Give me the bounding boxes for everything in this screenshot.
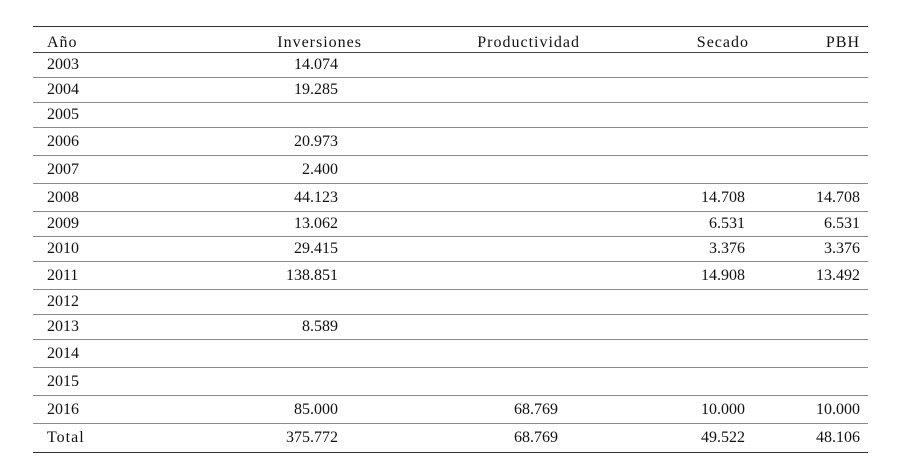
- cell-inversiones: 8.589: [153, 315, 398, 340]
- cell-inversiones: 29.415: [153, 237, 398, 262]
- cell-year: 2013: [33, 315, 153, 340]
- table-row: [33, 53, 868, 78]
- cell-pbh: [763, 315, 868, 340]
- cell-year: 2007: [33, 156, 153, 184]
- cell-secado: [588, 128, 763, 156]
- cell-year: 2008: [33, 184, 153, 212]
- total-inversiones: 375.772: [153, 424, 398, 453]
- cell-inversiones: [153, 368, 398, 396]
- cell-productividad: [398, 156, 588, 184]
- total-productividad: 68.769: [398, 424, 588, 453]
- cell-pbh: 10.000: [763, 396, 868, 424]
- cell-secado: [588, 315, 763, 340]
- cell-secado: [588, 368, 763, 396]
- cell-secado: 14.708: [588, 184, 763, 212]
- cell-year: 2014: [33, 340, 153, 368]
- data-table-container: [33, 26, 868, 453]
- cell-pbh: [763, 290, 868, 315]
- total-row: [33, 424, 868, 453]
- cell-pbh: 6.531: [763, 212, 868, 237]
- cell-year: 2009: [33, 212, 153, 237]
- cell-secado: [588, 78, 763, 103]
- cell-year: 2011: [33, 262, 153, 290]
- cell-secado: 14.908: [588, 262, 763, 290]
- cell-productividad: [398, 78, 588, 103]
- cell-inversiones: [153, 290, 398, 315]
- header-productividad: Productividad: [398, 27, 588, 53]
- cell-productividad: 68.769: [398, 396, 588, 424]
- investment-table: [33, 26, 868, 453]
- total-secado: 49.522: [588, 424, 763, 453]
- cell-pbh: [763, 368, 868, 396]
- cell-inversiones: 44.123: [153, 184, 398, 212]
- header-inversiones: Inversiones: [153, 27, 398, 53]
- cell-pbh: [763, 78, 868, 103]
- cell-year: 2012: [33, 290, 153, 315]
- table-row: [33, 78, 868, 103]
- cell-secado: [588, 340, 763, 368]
- cell-year: 2003: [33, 53, 153, 78]
- cell-pbh: 3.376: [763, 237, 868, 262]
- cell-pbh: 13.492: [763, 262, 868, 290]
- table-row: [33, 340, 868, 368]
- table-header: [33, 27, 868, 53]
- cell-productividad: [398, 184, 588, 212]
- table-row: [33, 103, 868, 128]
- cell-productividad: [398, 128, 588, 156]
- cell-year: 2015: [33, 368, 153, 396]
- cell-secado: [588, 53, 763, 78]
- cell-secado: [588, 103, 763, 128]
- cell-pbh: [763, 340, 868, 368]
- cell-inversiones: 14.074: [153, 53, 398, 78]
- cell-pbh: [763, 103, 868, 128]
- cell-pbh: [763, 128, 868, 156]
- cell-year: 2004: [33, 78, 153, 103]
- cell-inversiones: 13.062: [153, 212, 398, 237]
- cell-pbh: [763, 156, 868, 184]
- cell-productividad: [398, 340, 588, 368]
- header-ano: Año: [33, 27, 153, 53]
- cell-pbh: [763, 53, 868, 78]
- table-row: [33, 128, 868, 156]
- header-row: [33, 27, 868, 53]
- cell-inversiones: [153, 340, 398, 368]
- cell-productividad: [398, 315, 588, 340]
- table-body: [33, 53, 868, 424]
- header-secado: Secado: [588, 27, 763, 53]
- cell-productividad: [398, 103, 588, 128]
- table-row: [33, 315, 868, 340]
- cell-year: 2016: [33, 396, 153, 424]
- cell-productividad: [398, 290, 588, 315]
- cell-inversiones: 19.285: [153, 78, 398, 103]
- table-row: [33, 262, 868, 290]
- cell-year: 2006: [33, 128, 153, 156]
- cell-inversiones: [153, 103, 398, 128]
- table-row: [33, 156, 868, 184]
- cell-inversiones: 20.973: [153, 128, 398, 156]
- total-pbh: 48.106: [763, 424, 868, 453]
- cell-productividad: [398, 53, 588, 78]
- cell-productividad: [398, 237, 588, 262]
- header-pbh: PBH: [763, 27, 868, 53]
- cell-productividad: [398, 212, 588, 237]
- cell-secado: 3.376: [588, 237, 763, 262]
- cell-inversiones: 138.851: [153, 262, 398, 290]
- table-row: [33, 212, 868, 237]
- table-row: [33, 290, 868, 315]
- cell-productividad: [398, 262, 588, 290]
- cell-secado: [588, 156, 763, 184]
- cell-inversiones: 85.000: [153, 396, 398, 424]
- cell-secado: [588, 290, 763, 315]
- cell-year: 2010: [33, 237, 153, 262]
- cell-inversiones: 2.400: [153, 156, 398, 184]
- cell-productividad: [398, 368, 588, 396]
- total-label: Total: [33, 424, 153, 453]
- table-row: [33, 396, 868, 424]
- cell-pbh: 14.708: [763, 184, 868, 212]
- cell-secado: 10.000: [588, 396, 763, 424]
- cell-secado: 6.531: [588, 212, 763, 237]
- table-footer: [33, 424, 868, 453]
- cell-year: 2005: [33, 103, 153, 128]
- table-row: [33, 368, 868, 396]
- table-row: [33, 237, 868, 262]
- table-row: [33, 184, 868, 212]
